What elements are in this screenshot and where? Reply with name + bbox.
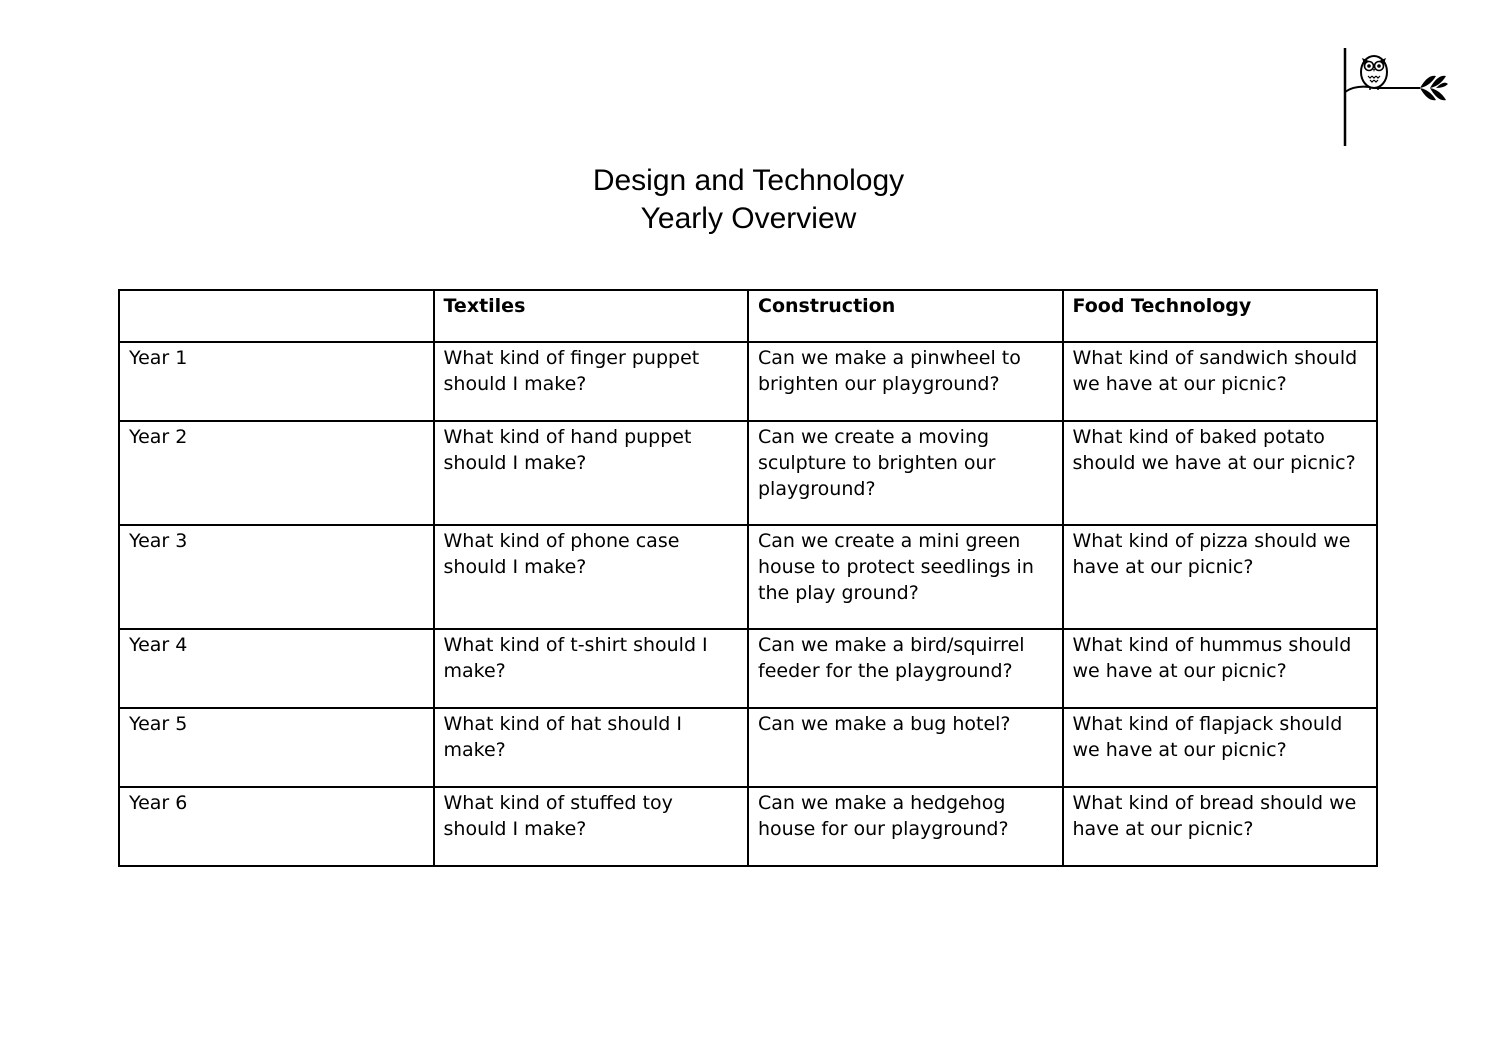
- year-label: Year 1: [119, 342, 434, 421]
- year-label: Year 5: [119, 708, 434, 787]
- food-technology-cell: What kind of bread should we have at our picnic?: [1063, 787, 1378, 866]
- title-line-2: Yearly Overview: [640, 202, 857, 235]
- table-row: [119, 342, 1377, 421]
- table-header-row: [119, 290, 1377, 342]
- header-cell-construction: Construction: [748, 290, 1063, 342]
- food-technology-cell: What kind of flapjack should we have at our picnic?: [1063, 708, 1378, 787]
- owl-logo-icon: [1336, 44, 1456, 149]
- table-row: [119, 525, 1377, 629]
- year-label: Year 3: [119, 525, 434, 629]
- table-row: [119, 787, 1377, 866]
- food-technology-cell: What kind of sandwich should we have at our picnic?: [1063, 342, 1378, 421]
- construction-cell: Can we create a mini green house to protect seedlings in the play ground?: [748, 525, 1063, 629]
- construction-cell: Can we create a moving sculpture to brighten our playground?: [748, 421, 1063, 525]
- table-row: [119, 421, 1377, 525]
- food-technology-cell: What kind of hummus should we have at our picnic?: [1063, 629, 1378, 708]
- construction-cell: Can we make a hedgehog house for our playground?: [748, 787, 1063, 866]
- page-title: [0, 162, 1497, 238]
- year-label: Year 6: [119, 787, 434, 866]
- yearly-overview-table: [118, 289, 1378, 867]
- food-technology-cell: What kind of pizza should we have at our picnic?: [1063, 525, 1378, 629]
- textiles-cell: What kind of phone case should I make?: [434, 525, 749, 629]
- construction-cell: Can we make a bird/squirrel feeder for the playground?: [748, 629, 1063, 708]
- textiles-cell: What kind of finger puppet should I make?: [434, 342, 749, 421]
- food-technology-cell: What kind of baked potato should we have at our picnic?: [1063, 421, 1378, 525]
- header-cell-empty: [119, 290, 434, 342]
- textiles-cell: What kind of t-shirt should I make?: [434, 629, 749, 708]
- header-cell-food-technology: Food Technology: [1063, 290, 1378, 342]
- table-row: [119, 708, 1377, 787]
- year-label: Year 2: [119, 421, 434, 525]
- construction-cell: Can we make a bug hotel?: [748, 708, 1063, 787]
- title-line-1: Design and Technology: [592, 164, 905, 197]
- textiles-cell: What kind of hat should I make?: [434, 708, 749, 787]
- header-cell-textiles: Textiles: [434, 290, 749, 342]
- table-row: [119, 629, 1377, 708]
- construction-cell: Can we make a pinwheel to brighten our playground?: [748, 342, 1063, 421]
- textiles-cell: What kind of stuffed toy should I make?: [434, 787, 749, 866]
- year-label: Year 4: [119, 629, 434, 708]
- textiles-cell: What kind of hand puppet should I make?: [434, 421, 749, 525]
